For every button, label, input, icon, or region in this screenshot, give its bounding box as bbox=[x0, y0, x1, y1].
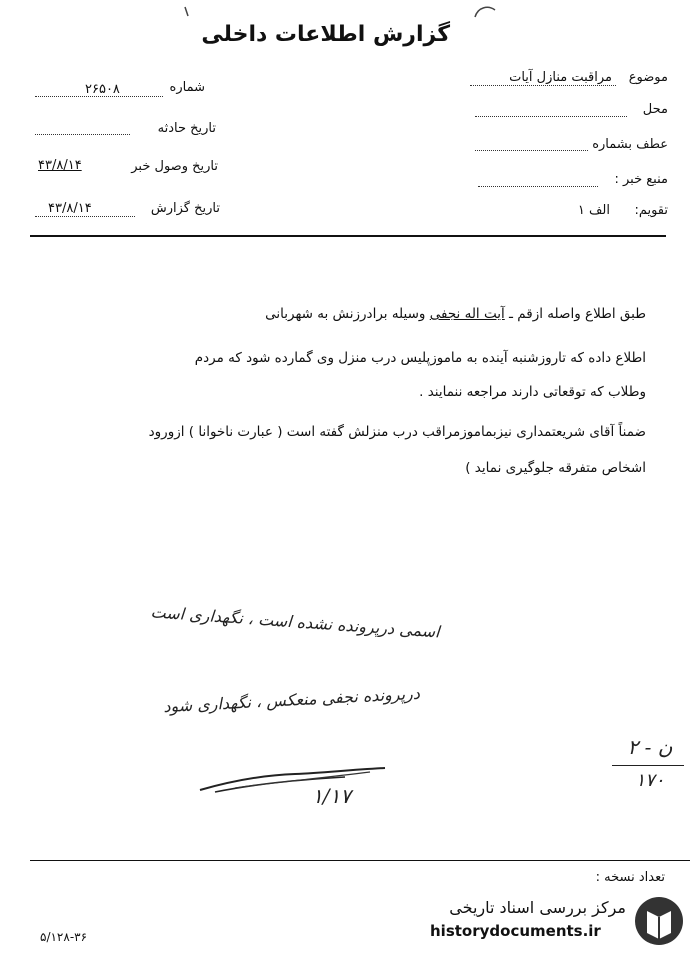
incident-date-dotline bbox=[35, 134, 130, 135]
document-title: گزارش اطلاعات داخلی bbox=[201, 22, 450, 47]
body-line-4: ضمناً آقای شریعتمداری نیزبماموزمراقب درب منزلش گفته است ( عبارت ناخوانا ) ازورود bbox=[148, 424, 646, 440]
footer-divider bbox=[30, 860, 690, 861]
watermark-url: historydocuments.ir bbox=[430, 922, 601, 940]
corner-mark bbox=[470, 2, 500, 22]
body-line-1-start: طبق اطلاع واصله ازقم ـ bbox=[509, 306, 646, 322]
place-label: محل bbox=[642, 102, 668, 117]
corner-tick bbox=[180, 4, 200, 20]
handwritten-note-1: اسمی درپرونده نشده است ، نگهداری است bbox=[150, 602, 441, 642]
body-line-5: اشخاص متفرقه جلوگیری نماید ) bbox=[465, 460, 646, 476]
place-dotline bbox=[475, 116, 627, 117]
report-date-dotline bbox=[35, 216, 135, 217]
received-date-label: تاریخ وصول خبر bbox=[131, 159, 218, 174]
received-date-value: ۴۳/۸/۱۴ bbox=[38, 158, 82, 173]
document-code: ۵/۱۲۸-۳۶ bbox=[40, 930, 88, 944]
number-value: ۲۶۵۰۸ bbox=[85, 82, 120, 97]
signature-date: ۱/۱۷ bbox=[312, 784, 351, 808]
side-note-top: ن - ۲ bbox=[627, 735, 673, 759]
reference-dotline bbox=[475, 150, 588, 151]
side-note-divider bbox=[612, 765, 684, 766]
body-line-1-end: وسیله برادرزنش به شهربانی bbox=[265, 306, 426, 322]
subject-dotline bbox=[470, 85, 616, 86]
watermark-site-name: مرکز بررسی اسناد تاریخی bbox=[449, 898, 626, 917]
source-dotline bbox=[478, 186, 598, 187]
body-line-3: وطلاب که توقعاتی دارند مراجعه ننمایند . bbox=[419, 384, 646, 400]
body-line-1 bbox=[40, 308, 646, 322]
report-date-label: تاریخ گزارش bbox=[150, 201, 220, 216]
body-line-2: اطلاع داده که تاروزشنبه آینده به ماموزپلیس درب منزل وی گمارده شود که مردم bbox=[194, 350, 646, 366]
header-divider bbox=[30, 235, 666, 237]
copies-label: تعداد نسخه : bbox=[595, 870, 665, 885]
number-label: شماره bbox=[169, 80, 205, 95]
handwritten-note-2: درپرونده نجفی منعکس ، نگهداری شود bbox=[162, 683, 421, 717]
evaluation-value: الف ۱ bbox=[577, 203, 610, 218]
signature-scribble bbox=[195, 750, 395, 800]
reference-label: عطف بشماره bbox=[592, 137, 668, 152]
subject-value: مراقبت منازل آیات bbox=[509, 70, 612, 85]
mentioned-name: آیت اله نجفی bbox=[429, 306, 505, 322]
report-date-value: ۴۳/۸/۱۴ bbox=[48, 201, 92, 216]
subject-label: موضوع bbox=[628, 70, 668, 85]
side-note-bottom: ۱۷۰ bbox=[635, 770, 665, 791]
book-icon bbox=[633, 893, 685, 949]
evaluation-label: تقویم: bbox=[634, 203, 668, 218]
source-label: منبع خبر : bbox=[614, 172, 668, 187]
incident-date-label: تاریخ حادثه bbox=[157, 121, 216, 136]
